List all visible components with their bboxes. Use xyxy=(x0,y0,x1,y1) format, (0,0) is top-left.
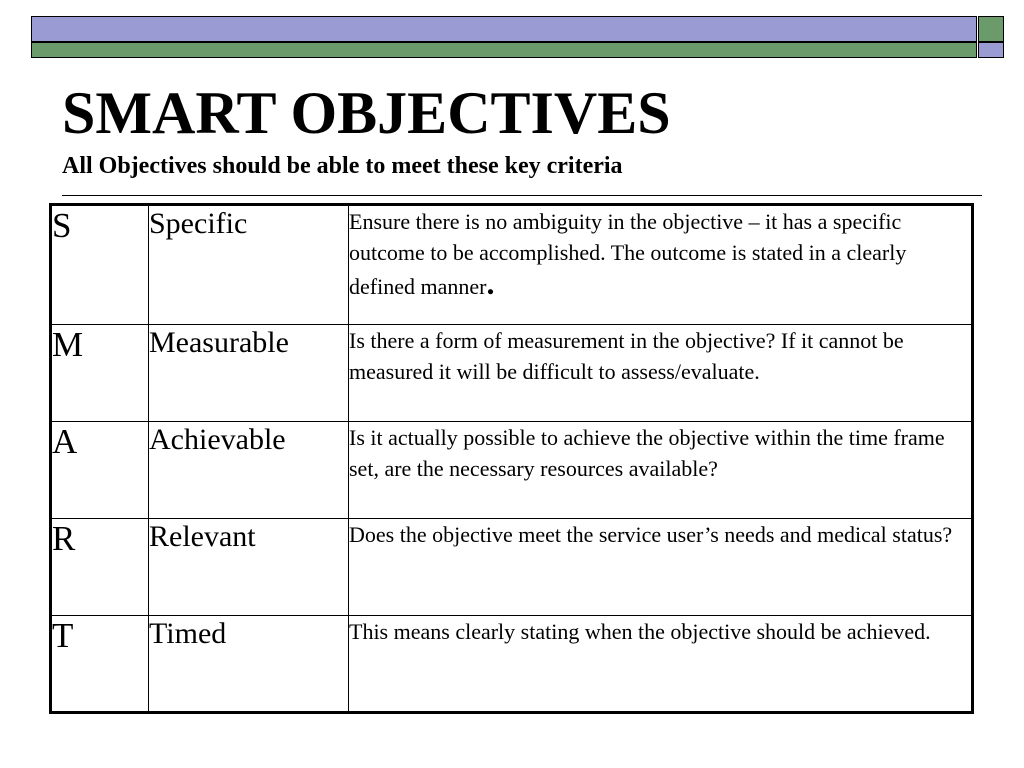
criterion-letter: R xyxy=(51,519,149,616)
title-divider xyxy=(62,195,982,196)
criterion-description: Is there a form of measurement in the objective? If it cannot be measured it will be difficult to assess/evaluate. xyxy=(349,325,973,422)
table-row-measurable xyxy=(51,325,973,422)
header-banner-bar-purple xyxy=(31,16,977,42)
criterion-description: This means clearly stating when the objective should be achieved. xyxy=(349,616,973,713)
slide-subtitle: All Objectives should be able to meet these key criteria xyxy=(62,153,623,179)
criterion-description-text: Ensure there is no ambiguity in the objective – it has a specific outcome to be accomplished. The outcome is stated in a clearly defined manner xyxy=(349,209,907,299)
table-row-relevant xyxy=(51,519,973,616)
criterion-description: Is it actually possible to achieve the objective within the time frame set, are the necessary resources available? xyxy=(349,422,973,519)
criterion-name: Relevant xyxy=(149,519,349,616)
criterion-description-period: . xyxy=(486,265,495,301)
criterion-name: Measurable xyxy=(149,325,349,422)
header-banner-bar-green xyxy=(31,42,977,58)
criterion-letter: A xyxy=(51,422,149,519)
table-row-timed xyxy=(51,616,973,713)
header-corner-square-purple xyxy=(978,42,1004,58)
criterion-name: Achievable xyxy=(149,422,349,519)
criterion-description xyxy=(349,205,973,325)
criterion-name: Specific xyxy=(149,205,349,325)
criterion-letter: M xyxy=(51,325,149,422)
table-row-specific xyxy=(51,205,973,325)
header-corner-square-green xyxy=(978,16,1004,42)
criterion-description: Does the objective meet the service user’s needs and medical status? xyxy=(349,519,973,616)
criterion-letter: T xyxy=(51,616,149,713)
table-row-achievable xyxy=(51,422,973,519)
slide-title: SMART OBJECTIVES xyxy=(62,80,671,146)
smart-criteria-table xyxy=(49,203,974,714)
criterion-name: Timed xyxy=(149,616,349,713)
criterion-letter: S xyxy=(51,205,149,325)
